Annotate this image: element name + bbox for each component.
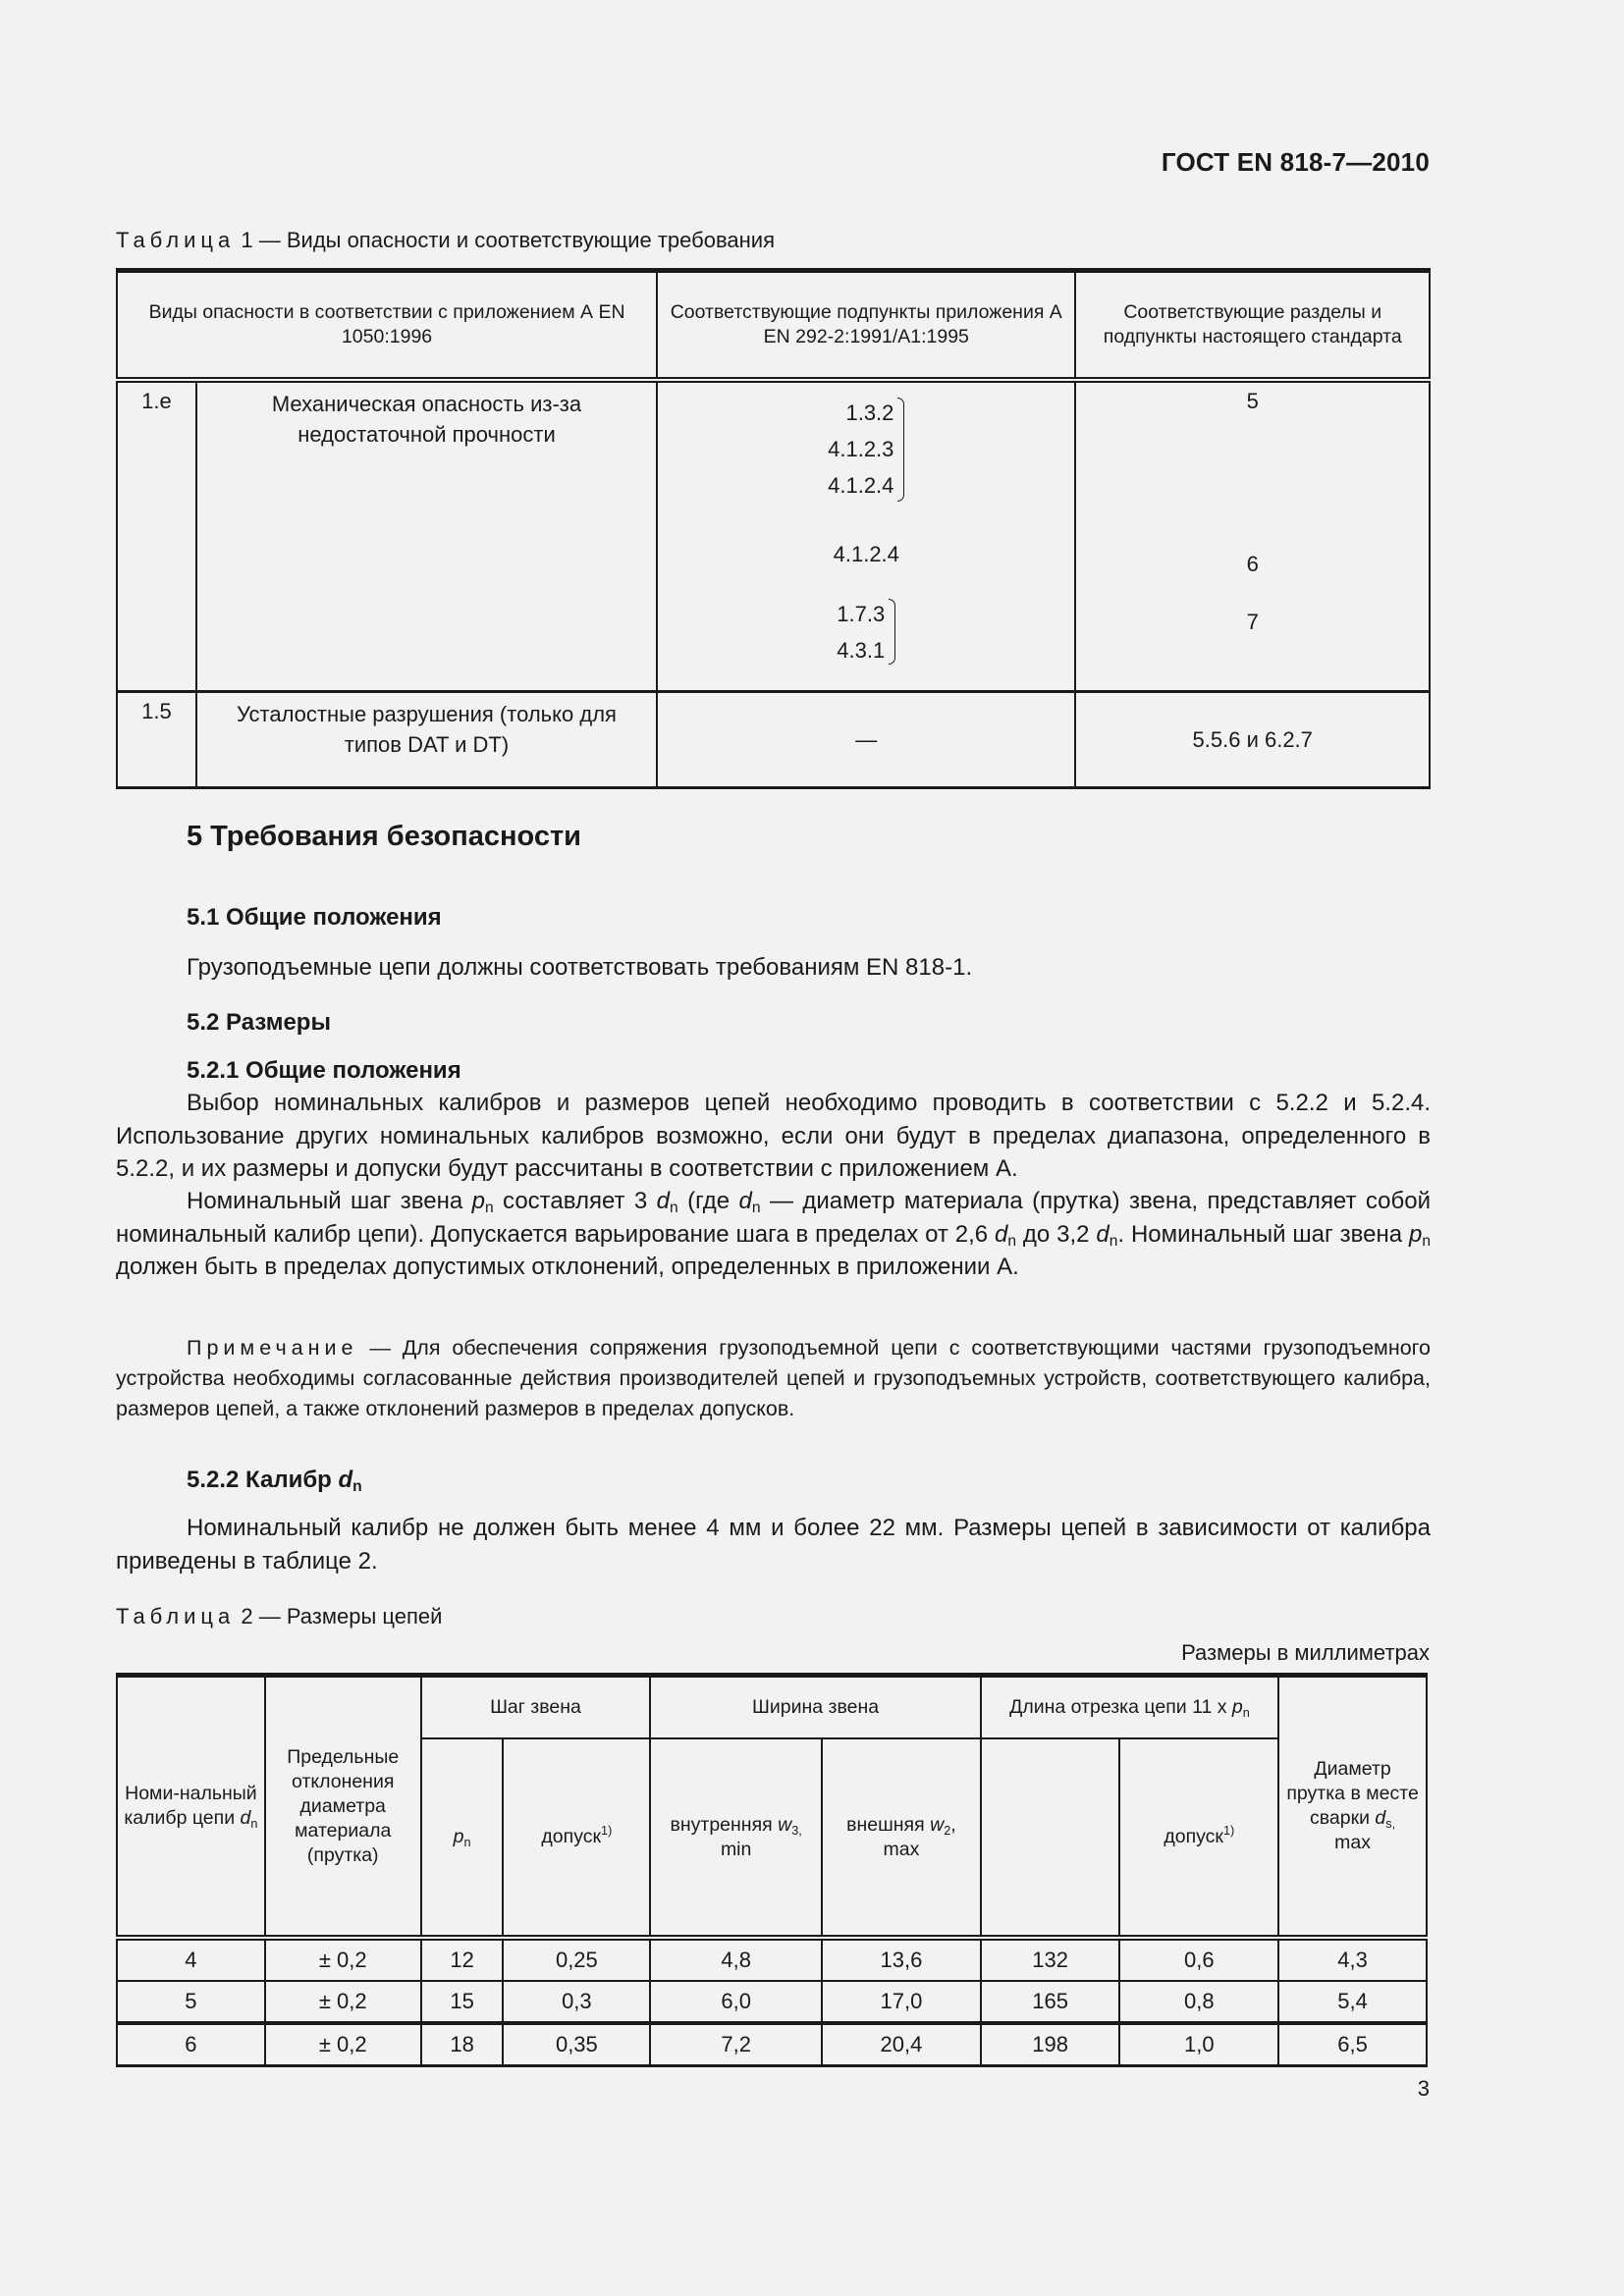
note: Примечание — Для обеспечения сопряжения грузоподъемной цепи с соответствующими частями грузоподъемного устройства необходимы согласованные действия производителей цепей и грузоподъемных устройств, соответствующего калибра, размеров цепей, а также отклонений размеров в пределах допусков. [116,1336,1431,1420]
table1-caption: Таблица 1 — Виды опасности и соответствующие требования [116,228,775,252]
sections-cell: 5 6 7 [1075,380,1430,692]
clauses-cell: — [657,692,1075,788]
table2-caption: Таблица 2 — Размеры цепей [116,1604,443,1629]
clauses-cell: 1.3.2 4.1.2.3 4.1.2.4 4.1.2.4 1.7.3 4.3.1 [657,380,1075,692]
brace-icon [889,599,895,665]
col-header-outer-width: внешняя $w_2$, max [822,1738,981,1938]
hazard-description: Усталостные разрушения (только для типов DAT и DT) [196,692,657,788]
table-row: 6 ± 0,2 18 0,35 7,2 20,4 198 1,0 6,5 [117,2023,1427,2066]
section-5-2-1-heading: 5.2.1 Общие положения [187,1057,461,1084]
section-5-2-2-text: Номинальный калибр не должен быть менее 4 мм и более 22 мм. Размеры цепей в зависимости от калибра приведены в таблице 2. [116,1515,1431,1575]
col-header-inner-width: внутренняя $w_{3,}$ min [650,1738,822,1938]
section-5-heading: 5 Требования безопасности [187,821,582,852]
col-header-pitch: $p_n$ [421,1738,504,1938]
section-5-1-heading: 5.1 Общие положения [187,904,442,931]
hazard-description: Механическая опасность из-за недостаточной прочности [196,380,657,692]
section-5-2-1-para1: Выбор номинальных калибров и размеров цепей необходимо проводить в соответствии с 5.2.2 и 5.2.4. Использование других номинальных калибров возможно, если они будут в пределах диапазона, определенного в 5.2.2, и их размеры и допуски будут рассчитаны в соответствии с приложением А. [116,1090,1431,1182]
col-header-deviation: Предельные отклонения диаметра материала (прутка) [265,1676,421,1939]
brace-icon [897,398,904,502]
section-5-2-heading: 5.2 Размеры [187,1009,331,1036]
col-header-weld-diameter: Диаметр прутка в месте сварки $d_{s,}$ max [1278,1676,1427,1939]
col-group-pitch: Шаг звена [421,1676,651,1739]
col-header-length-tolerance: допуск$^{1)}$ [1119,1738,1278,1938]
col-group-length: Длина отрезка цепи 11 x $p_n$ [981,1676,1278,1739]
col-group-width: Ширина звена [650,1676,981,1739]
units-note: Размеры в миллиметрах [1181,1640,1430,1665]
section-5-1-text: Грузоподъемные цепи должны соответствовать требованиям EN 818-1. [187,954,973,981]
table-row: 5 ± 0,2 15 0,3 6,0 17,0 165 0,8 5,4 [117,1981,1427,2023]
table-row: 4 ± 0,2 12 0,25 4,8 13,6 132 0,6 4,3 [117,1938,1427,1981]
table-row [117,380,1430,692]
hazards-table [116,268,1431,789]
col-header-hazards: Виды опасности в соответствии с приложением А EN 1050:1996 [117,271,657,381]
table-row [117,692,1430,788]
sections-cell: 5.5.6 и 6.2.7 [1075,692,1430,788]
col-header-length [981,1738,1120,1938]
page-number: 3 [1417,2076,1430,2101]
col-header-pitch-tolerance: допуск$^{1)}$ [503,1738,650,1938]
section-5-2-2-heading: 5.2.2 Калибр $d_n$ [187,1467,362,1495]
col-header-sections: Соответствующие разделы и подпункты настоящего стандарта [1075,271,1430,381]
chain-dimensions-table [116,1673,1428,2067]
col-header-nominal-gauge: Номи-нальный калибр цепи $d_n$ [117,1676,265,1939]
document-id: ГОСТ EN 818-7—2010 [1161,147,1430,177]
col-header-clauses: Соответствующие подпункты приложения А EN 292-2:1991/А1:1995 [657,271,1075,381]
section-5-2-1-para2: Номинальный шаг звена $p_n$ составляет 3 $d_n$ (где $d_n$ — диаметр материала (прутка) звена, представляет собой номинальный калибр цепи). Допускается варьирование шага в пределах от 2,6 $d_n$ до 3,2 $d_n$. Номинальный шаг звена $p_n$ должен быть в пределах допустимых отклонений, определенных в приложении А. [116,1188,1432,1280]
hazard-number: 1.5 [117,692,196,788]
hazard-number: 1.е [117,380,196,692]
note-label: Примечание [187,1336,358,1360]
